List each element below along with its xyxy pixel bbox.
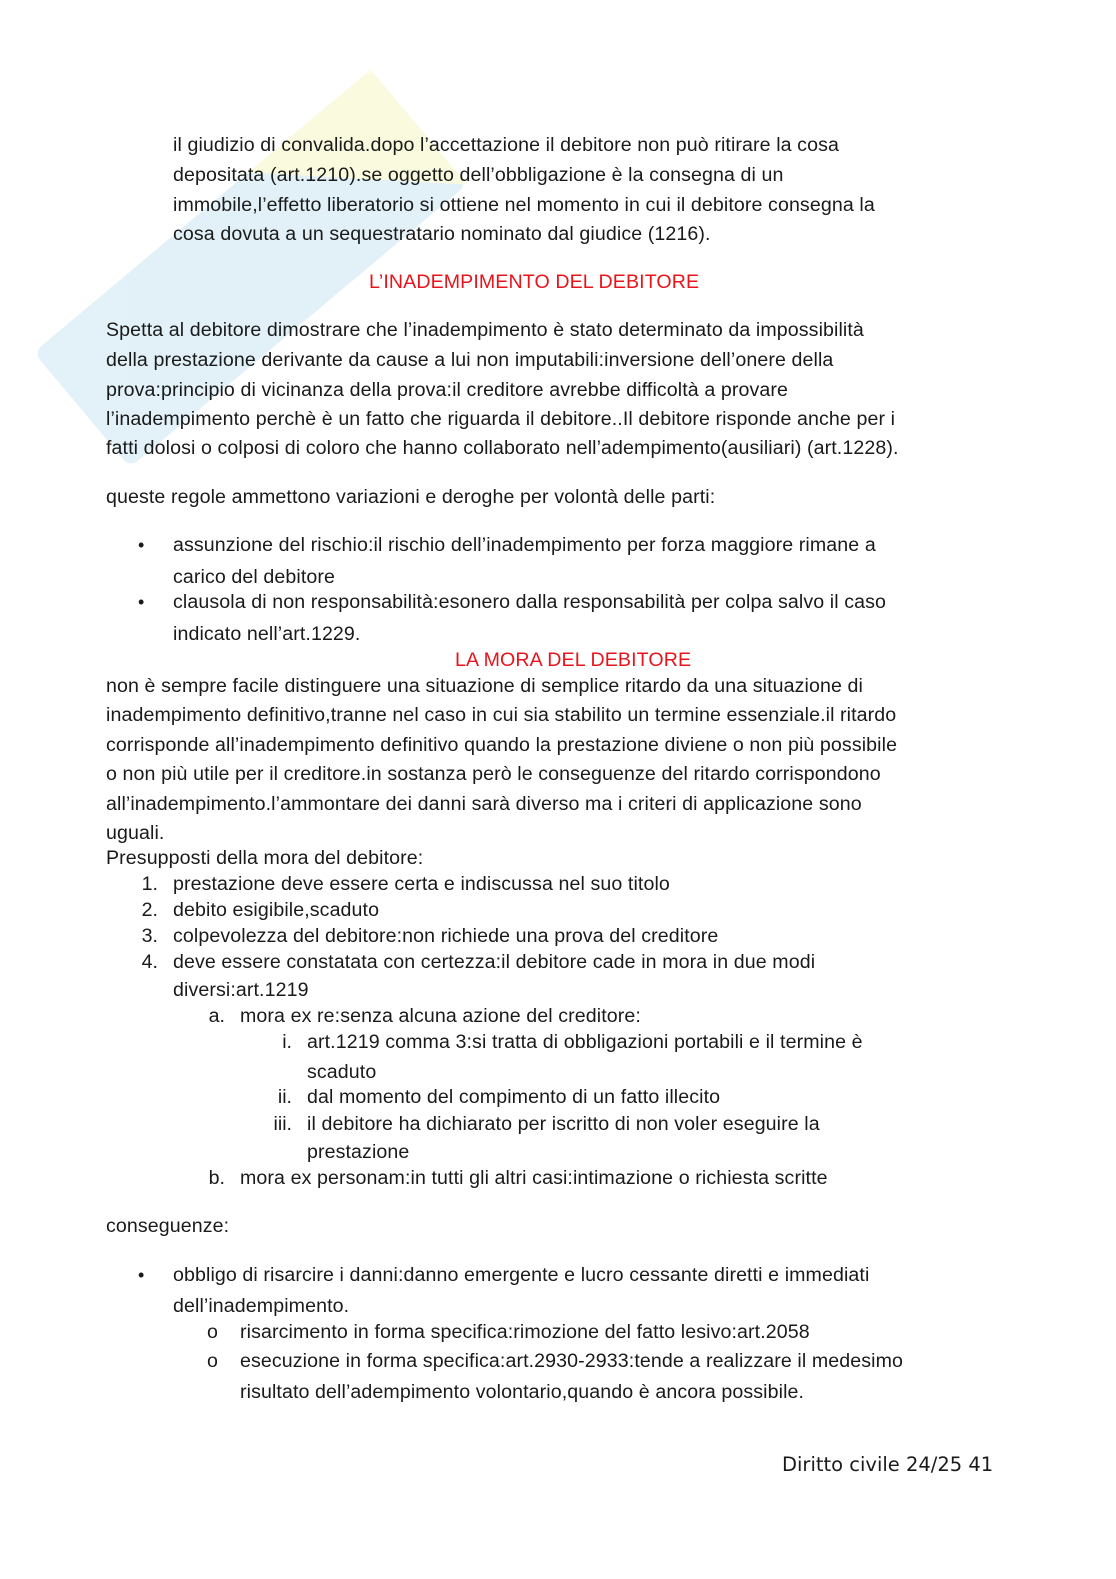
numbered-item-line: colpevolezza del debitore:non richiede una prova del creditore bbox=[173, 925, 719, 947]
intro-line: immobile,l’effetto liberatorio si ottiene nel momento in cui il debitore consegna la bbox=[173, 194, 875, 216]
sub-bullet-line: esecuzione in forma specifica:art.2930-2933:tende a realizzare il medesimo bbox=[240, 1350, 904, 1372]
sub-bullet-icon: o bbox=[207, 1350, 218, 1372]
paragraph-line: non è sempre facile distinguere una situazione di semplice ritardo da una situazione di bbox=[106, 675, 863, 697]
page-footer: Diritto civile 24/25 41 bbox=[782, 1453, 994, 1476]
lettered-item-line: mora ex personam:in tutti gli altri casi:intimazione o richiesta scritte bbox=[240, 1167, 828, 1189]
sub-bullet-icon: o bbox=[207, 1321, 218, 1343]
section-heading-inadempimento: L’INADEMPIMENTO DEL DEBITORE bbox=[369, 271, 700, 293]
intro-line: il giudizio di convalida.dopo l’accettazione il debitore non può ritirare la cosa bbox=[173, 134, 839, 156]
bullet-item-line: assunzione del rischio:il rischio dell’inadempimento per forza maggiore rimane a bbox=[173, 534, 876, 556]
bullet-item-line: clausola di non responsabilità:esonero dalla responsabilità per colpa salvo il caso bbox=[173, 591, 887, 613]
list-letter: a. bbox=[208, 1005, 225, 1027]
numbered-item-line: prestazione deve essere certa e indiscussa nel suo titolo bbox=[173, 873, 670, 895]
bullet-icon: • bbox=[138, 592, 145, 612]
paragraph-line: all’inadempimento.l’ammontare dei danni sarà diverso ma i criteri di applicazione sono bbox=[106, 793, 862, 815]
intro-line: depositata (art.1210).se oggetto dell’obbligazione è la consegna di un bbox=[173, 164, 784, 186]
paragraph-line: prova:principio di vicinanza della prova:il creditore avrebbe difficoltà a provare bbox=[106, 379, 789, 401]
list-roman: i. bbox=[282, 1031, 292, 1053]
roman-item-line: scaduto bbox=[307, 1061, 377, 1083]
list-letter: b. bbox=[208, 1167, 225, 1189]
lettered-item-line: mora ex re:senza alcuna azione del creditore: bbox=[240, 1005, 641, 1027]
list-roman: iii. bbox=[273, 1113, 292, 1135]
list-number: 3. bbox=[141, 925, 158, 947]
bullet-item-line: indicato nell’art.1229. bbox=[173, 623, 361, 645]
paragraph-line: o non più utile per il creditore.in sostanza però le conseguenze del ritardo corrispondono bbox=[106, 763, 881, 785]
roman-item-line: il debitore ha dichiarato per iscritto di non voler eseguire la bbox=[307, 1113, 820, 1135]
paragraph-line: uguali. bbox=[106, 822, 165, 844]
paragraph-line: Spetta al debitore dimostrare che l’inadempimento è stato determinato da impossibilità bbox=[106, 319, 864, 341]
bullet-icon: • bbox=[138, 1265, 145, 1285]
paragraph-line: conseguenze: bbox=[106, 1215, 230, 1237]
sub-bullet-line: risarcimento in forma specifica:rimozione del fatto lesivo:art.2058 bbox=[240, 1321, 810, 1343]
numbered-item-line: deve essere constatata con certezza:il debitore cade in mora in due modi bbox=[173, 951, 816, 973]
roman-item-line: prestazione bbox=[307, 1141, 410, 1163]
roman-item-line: dal momento del compimento di un fatto illecito bbox=[307, 1086, 721, 1108]
paragraph-line: della prestazione derivante da cause a lui non imputabili:inversione dell’onere della bbox=[106, 349, 834, 371]
roman-item-line: art.1219 comma 3:si tratta di obbligazioni portabili e il termine è bbox=[307, 1031, 863, 1053]
list-number: 2. bbox=[141, 899, 158, 921]
paragraph-line: l’inadempimento perchè è un fatto che riguarda il debitore..Il debitore risponde anche per i bbox=[106, 408, 896, 430]
paragraph-line: inadempimento definitivo,tranne nel caso in cui sia stabilito un termine essenziale.il ritardo bbox=[106, 704, 897, 726]
bullet-item-line: obbligo di risarcire i danni:danno emergente e lucro cessante diretti e immediati bbox=[173, 1264, 870, 1286]
numbered-item-line: diversi:art.1219 bbox=[173, 979, 309, 1001]
paragraph-line: queste regole ammettono variazioni e deroghe per volontà delle parti: bbox=[106, 486, 716, 508]
sub-bullet-line: risultato dell’adempimento volontario,quando è ancora possibile. bbox=[240, 1381, 805, 1403]
list-roman: ii. bbox=[277, 1086, 292, 1108]
bullet-item-line: carico del debitore bbox=[173, 566, 336, 588]
intro-line: cosa dovuta a un sequestratario nominato dal giudice (1216). bbox=[173, 223, 711, 245]
paragraph-line: Presupposti della mora del debitore: bbox=[106, 847, 424, 869]
numbered-item-line: debito esigibile,scaduto bbox=[173, 899, 380, 921]
list-number: 4. bbox=[141, 951, 158, 973]
list-number: 1. bbox=[141, 873, 158, 895]
section-heading-mora: LA MORA DEL DEBITORE bbox=[455, 649, 692, 671]
paragraph-line: fatti dolosi o colposi di coloro che hanno collaborato nell’adempimento(ausiliari) (art.1228). bbox=[106, 437, 899, 459]
bullet-icon: • bbox=[138, 535, 145, 555]
paragraph-line: corrisponde all’inadempimento definitivo quando la prestazione diviene o non più possibile bbox=[106, 734, 898, 756]
bullet-item-line: dell’inadempimento. bbox=[173, 1295, 350, 1317]
